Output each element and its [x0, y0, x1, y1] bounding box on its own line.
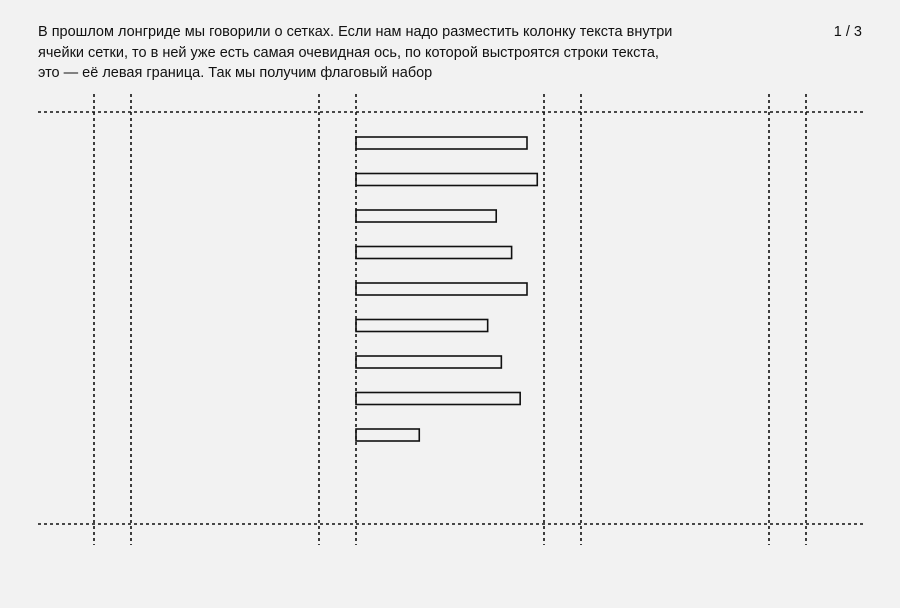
text-line-bar — [356, 320, 488, 332]
intro-line: это — её левая граница. Так мы получим флаговый набор — [38, 65, 433, 81]
text-line-bar — [356, 210, 496, 222]
text-line-bar — [356, 247, 512, 259]
intro-line: В прошлом лонгриде мы говорили о сетках. Если нам надо разместить колонку текста внутри — [38, 24, 673, 40]
text-line-bar — [356, 356, 501, 368]
text-line-bar — [356, 393, 520, 405]
page-counter: 1 / 3 — [833, 24, 862, 40]
text-line-bar — [356, 174, 537, 186]
text-line-bars — [356, 137, 537, 441]
text-line-bar — [356, 429, 419, 441]
intro-line: ячейки сетки, то в ней уже есть самая очевидная ось, по которой выстроятся строки текста, — [38, 44, 659, 61]
text-line-bar — [356, 283, 527, 295]
text-line-bar — [356, 137, 527, 149]
